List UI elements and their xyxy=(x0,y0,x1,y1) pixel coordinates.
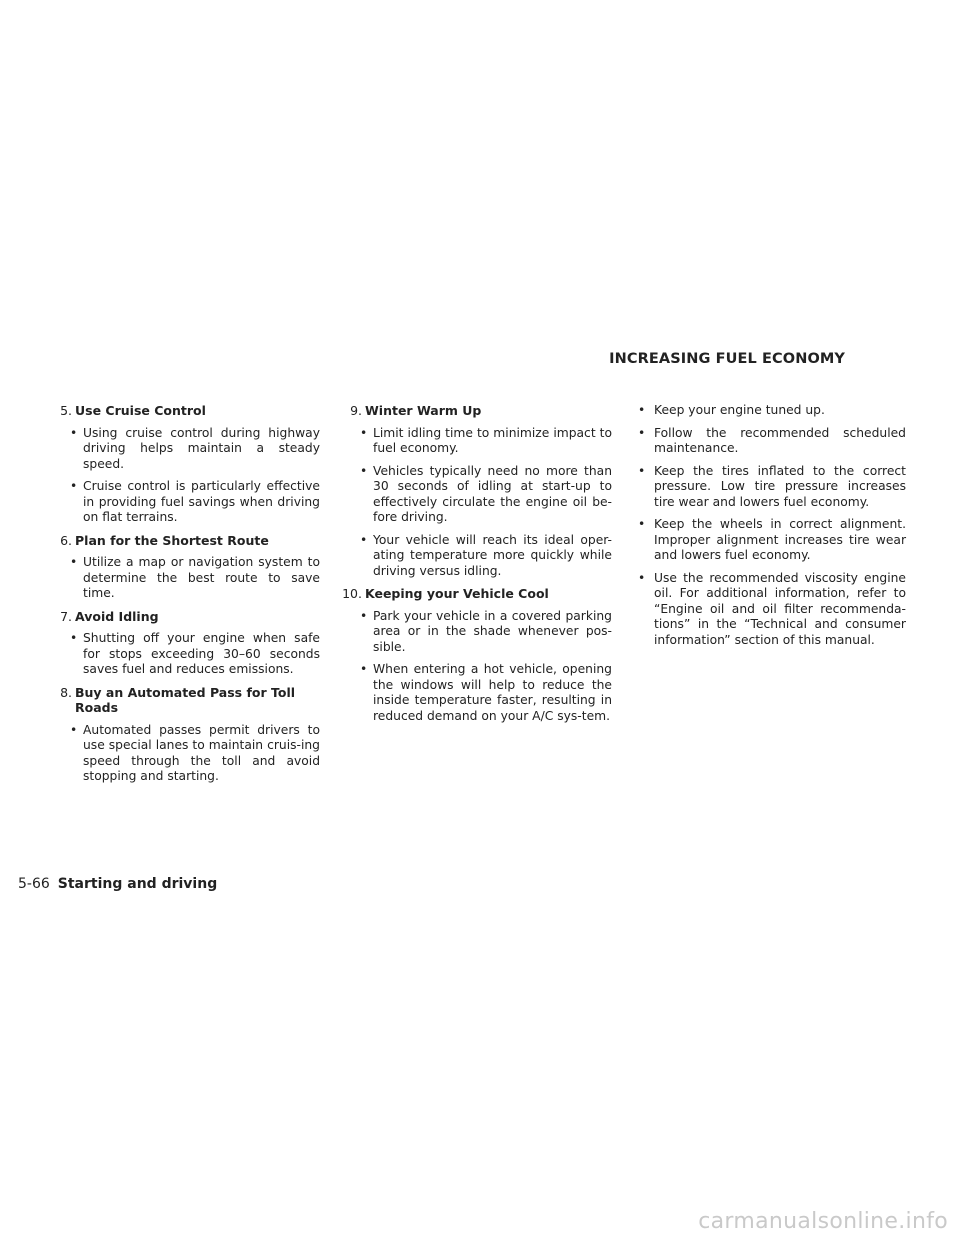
list-item xyxy=(50,685,320,785)
column-3 xyxy=(633,403,906,655)
bullet-item: • Follow the recommended scheduled maintenance. xyxy=(638,425,906,455)
item-title: Keeping your Vehicle Cool xyxy=(365,586,549,601)
bullet-item: • Limit idling time to minimize impact to fuel economy. xyxy=(360,425,612,455)
bullet-item: • Utilize a map or navigation system to determine the best route to save time. xyxy=(70,555,320,600)
chapter-title: Starting and driving xyxy=(57,876,218,892)
bullet-icon: • xyxy=(70,479,78,493)
bullet-icon: • xyxy=(638,403,646,417)
list-item xyxy=(50,609,320,678)
bullet-item: • Use the recommended viscosity engine oil. For additional information, refer to “Engine oil and oil filter recommenda-tions” in the “Technical and consumer information” section of this manual. xyxy=(638,570,906,647)
bullet-icon: • xyxy=(360,662,368,676)
item-number: 6. xyxy=(60,532,72,548)
item-number: 10. xyxy=(342,586,362,601)
list-item xyxy=(340,403,612,579)
item-number: 7. xyxy=(60,608,72,624)
bullet-icon: • xyxy=(638,425,646,440)
bullet-icon: • xyxy=(70,425,78,440)
bullet-icon: • xyxy=(70,631,78,645)
bullet-icon: • xyxy=(638,517,646,531)
bullet-item: • Using cruise control during highway driving helps maintain a steady speed. xyxy=(70,425,320,471)
bullet-item: • Cruise control is particularly effective in providing fuel savings when driving on flat terrains. xyxy=(70,479,320,524)
bullet-item: • Automated passes permit drivers to use special lanes to maintain cruis-ing speed through the toll and avoid stopping and starting. xyxy=(70,722,320,783)
bullet-icon: • xyxy=(360,532,368,547)
bullet-icon: • xyxy=(360,608,368,623)
bullet-item: • Keep your engine tuned up. xyxy=(638,403,825,417)
section-title: INCREASING FUEL ECONOMY xyxy=(609,351,845,367)
bullet-item: • When entering a hot vehicle, opening the windows will help to reduce the inside temperature faster, resulting in reduced demand on your A/C sys-tem. xyxy=(360,662,612,723)
list-item xyxy=(50,403,320,526)
bullet-icon: • xyxy=(70,555,78,569)
bullet-icon: • xyxy=(638,570,646,585)
item-title: Plan for the Shortest Route xyxy=(75,532,269,548)
page-number: 5-66 xyxy=(18,876,50,892)
item-title: Use Cruise Control xyxy=(75,403,206,418)
page-footer xyxy=(18,876,217,892)
column-2 xyxy=(340,403,612,731)
list-item xyxy=(340,586,612,724)
item-number: 8. xyxy=(60,684,72,700)
item-number: 9. xyxy=(350,403,362,418)
watermark: carmanualsonline.info xyxy=(698,1209,948,1234)
bullet-icon: • xyxy=(360,425,368,440)
bullet-icon: • xyxy=(360,463,368,478)
bullet-item: • Park your vehicle in a covered parking area or in the shade whenever pos-sible. xyxy=(360,608,612,654)
item-number: 5. xyxy=(60,403,72,418)
column-1 xyxy=(50,403,320,792)
bullet-item: • Keep the wheels in correct alignment. Improper alignment increases tire wear and lowers fuel economy. xyxy=(638,517,906,562)
bullet-icon: • xyxy=(638,463,646,478)
item-title: Winter Warm Up xyxy=(365,403,482,418)
list-item xyxy=(50,533,320,602)
bullet-icon: • xyxy=(70,722,78,737)
bullet-item: • Vehicles typically need no more than 30 seconds of idling at start-up to effectively circulate the engine oil be-fore driving. xyxy=(360,463,612,524)
bullet-item: • Keep the tires inflated to the correct pressure. Low tire pressure increases tire wear and lowers fuel economy. xyxy=(638,463,906,509)
item-title: Buy an Automated Pass for Toll Roads xyxy=(75,684,296,715)
bullet-item: • Your vehicle will reach its ideal oper-ating temperature more quickly while driving versus idling. xyxy=(360,532,612,578)
item-title: Avoid Idling xyxy=(75,608,159,624)
bullet-item: • Shutting off your engine when safe for stops exceeding 30–60 seconds saves fuel and reduces emissions. xyxy=(70,631,320,676)
